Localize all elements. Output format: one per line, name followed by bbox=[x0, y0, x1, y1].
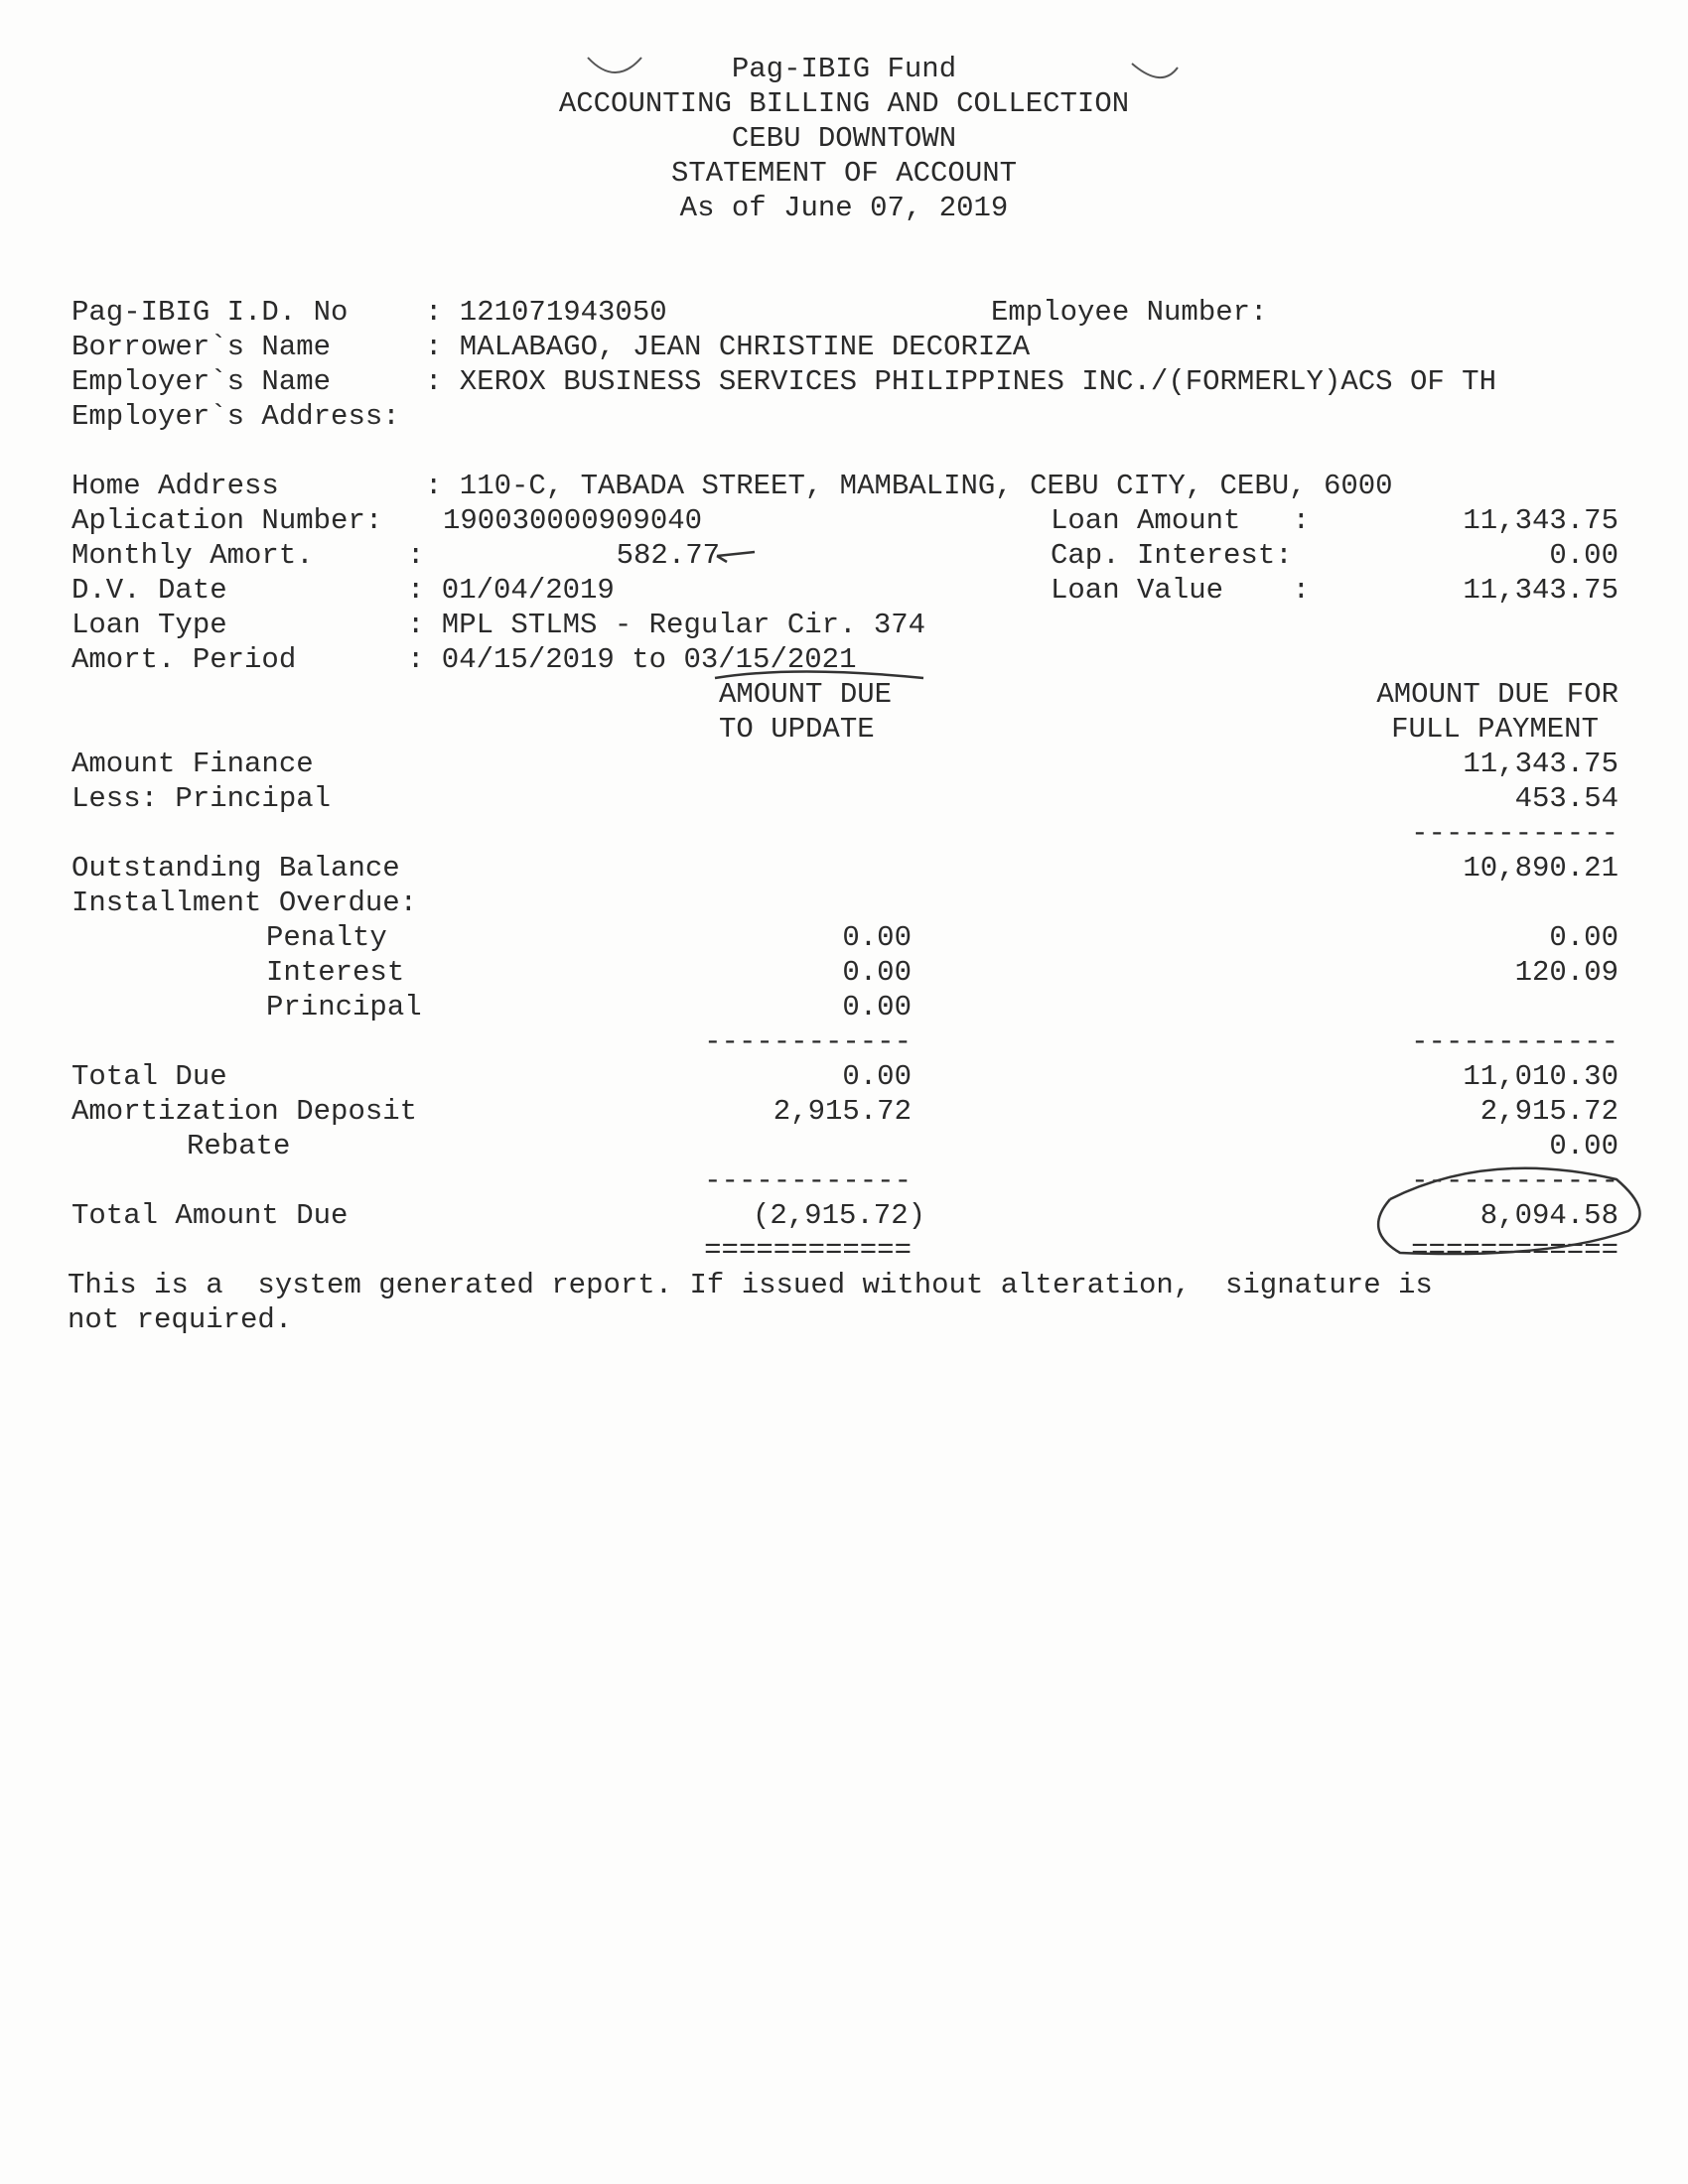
home-address-value: : 110-C, TABADA STREET, MAMBALING, CEBU CITY, CEBU, 6000 bbox=[425, 470, 1393, 502]
rebate-full: 0.00 bbox=[1549, 1130, 1618, 1162]
col-update-header-2: TO UPDATE bbox=[719, 713, 875, 746]
total-due-label: Total Due bbox=[71, 1060, 227, 1093]
footer-note-line1: This is a system generated report. If issued without alteration, signature is bbox=[68, 1269, 1433, 1301]
loan-type-label: Loan Type bbox=[71, 609, 227, 641]
separator-dash-full-3: ------------ bbox=[1411, 1164, 1618, 1197]
id-value: : 121071943050 bbox=[425, 296, 667, 329]
loan-value-label: Loan Value : bbox=[1051, 574, 1311, 607]
interest-full: 120.09 bbox=[1514, 956, 1618, 989]
total-due-update: 0.00 bbox=[842, 1060, 912, 1093]
interest-label: Interest bbox=[266, 956, 405, 989]
separator-dash-full-1: ------------ bbox=[1411, 817, 1618, 850]
amort-period-label: Amort. Period bbox=[71, 643, 297, 676]
dv-date-value: : 01/04/2019 bbox=[407, 574, 615, 607]
monthly-amort-label: Monthly Amort. bbox=[71, 539, 314, 572]
rebate-label: Rebate bbox=[187, 1130, 291, 1162]
monthly-amort-colon: : bbox=[407, 539, 425, 572]
monthly-amort-value: 582.77 bbox=[616, 539, 720, 572]
application-label: Aplication Number: bbox=[71, 504, 383, 537]
header-pen-arc-left bbox=[588, 58, 641, 72]
outstanding-full: 10,890.21 bbox=[1463, 852, 1618, 885]
loan-amount-value: 11,343.75 bbox=[1463, 504, 1618, 537]
period-underline bbox=[715, 672, 923, 679]
separator-dash-update-1: ------------ bbox=[704, 1025, 912, 1058]
col-full-header-1: AMOUNT DUE FOR bbox=[1376, 678, 1618, 711]
penalty-label: Penalty bbox=[266, 921, 387, 954]
borrower-value: : MALABAGO, JEAN CHRISTINE DECORIZA bbox=[425, 331, 1031, 363]
penalty-full: 0.00 bbox=[1549, 921, 1618, 954]
employer-label: Employer`s Name bbox=[71, 365, 332, 398]
principal-label: Principal bbox=[266, 991, 422, 1024]
amort-deposit-full: 2,915.72 bbox=[1479, 1095, 1618, 1128]
dv-date-label: D.V. Date bbox=[71, 574, 227, 607]
loan-value-value: 11,343.75 bbox=[1463, 574, 1618, 607]
amount-finance-full: 11,343.75 bbox=[1463, 748, 1618, 780]
borrower-label: Borrower`s Name bbox=[71, 331, 332, 363]
branch-name: CEBU DOWNTOWN bbox=[731, 122, 957, 155]
statement-date: As of June 07, 2019 bbox=[679, 192, 1009, 224]
amort-deposit-label: Amortization Deposit bbox=[71, 1095, 418, 1128]
total-amount-due-label: Total Amount Due bbox=[71, 1199, 349, 1232]
separator-dash-full-2: ------------ bbox=[1411, 1025, 1618, 1058]
less-principal-full: 453.54 bbox=[1514, 782, 1618, 815]
document-title: STATEMENT OF ACCOUNT bbox=[670, 157, 1018, 190]
total-due-full: 11,010.30 bbox=[1463, 1060, 1618, 1093]
col-full-header-2: FULL PAYMENT bbox=[1391, 713, 1599, 746]
installment-overdue-label: Installment Overdue: bbox=[71, 887, 418, 919]
application-value: 190030000909040 bbox=[443, 504, 703, 537]
employer-value: : XEROX BUSINESS SERVICES PHILIPPINES INC./(FORMERLY)ACS OF TH bbox=[425, 365, 1496, 398]
monthly-amort-arrow bbox=[717, 552, 755, 562]
employer-address-label: Employer`s Address: bbox=[71, 400, 400, 433]
amount-finance-label: Amount Finance bbox=[71, 748, 314, 780]
total-amount-due-full: 8,094.58 bbox=[1479, 1199, 1618, 1232]
id-label: Pag-IBIG I.D. No bbox=[71, 296, 349, 329]
loan-amount-label: Loan Amount : bbox=[1051, 504, 1311, 537]
separator-dash-update-2: ------------ bbox=[704, 1164, 912, 1197]
penalty-update: 0.00 bbox=[842, 921, 912, 954]
employee-number-label: Employee Number: bbox=[991, 296, 1268, 329]
interest-update: 0.00 bbox=[842, 956, 912, 989]
footer-note-line2: not required. bbox=[68, 1303, 293, 1336]
amort-period-value: : 04/15/2019 to 03/15/2021 bbox=[407, 643, 857, 676]
total-circle-mark bbox=[1378, 1168, 1639, 1254]
principal-update: 0.00 bbox=[842, 991, 912, 1024]
separator-equal-full: ============ bbox=[1411, 1234, 1618, 1267]
org-name: Pag-IBIG Fund bbox=[731, 53, 957, 85]
total-amount-due-update: (2,915.72) bbox=[752, 1199, 925, 1232]
cap-interest-label: Cap. Interest: bbox=[1051, 539, 1293, 572]
home-address-label: Home Address bbox=[71, 470, 279, 502]
header-pen-arc-right bbox=[1132, 64, 1178, 77]
separator-equal-update: ============ bbox=[704, 1234, 912, 1267]
amort-deposit-update: 2,915.72 bbox=[773, 1095, 912, 1128]
loan-type-value: : MPL STLMS - Regular Cir. 374 bbox=[407, 609, 926, 641]
department-name: ACCOUNTING BILLING AND COLLECTION bbox=[558, 87, 1130, 120]
less-principal-label: Less: Principal bbox=[71, 782, 332, 815]
cap-interest-value: 0.00 bbox=[1549, 539, 1618, 572]
outstanding-label: Outstanding Balance bbox=[71, 852, 400, 885]
col-update-header-1: AMOUNT DUE bbox=[719, 678, 893, 711]
